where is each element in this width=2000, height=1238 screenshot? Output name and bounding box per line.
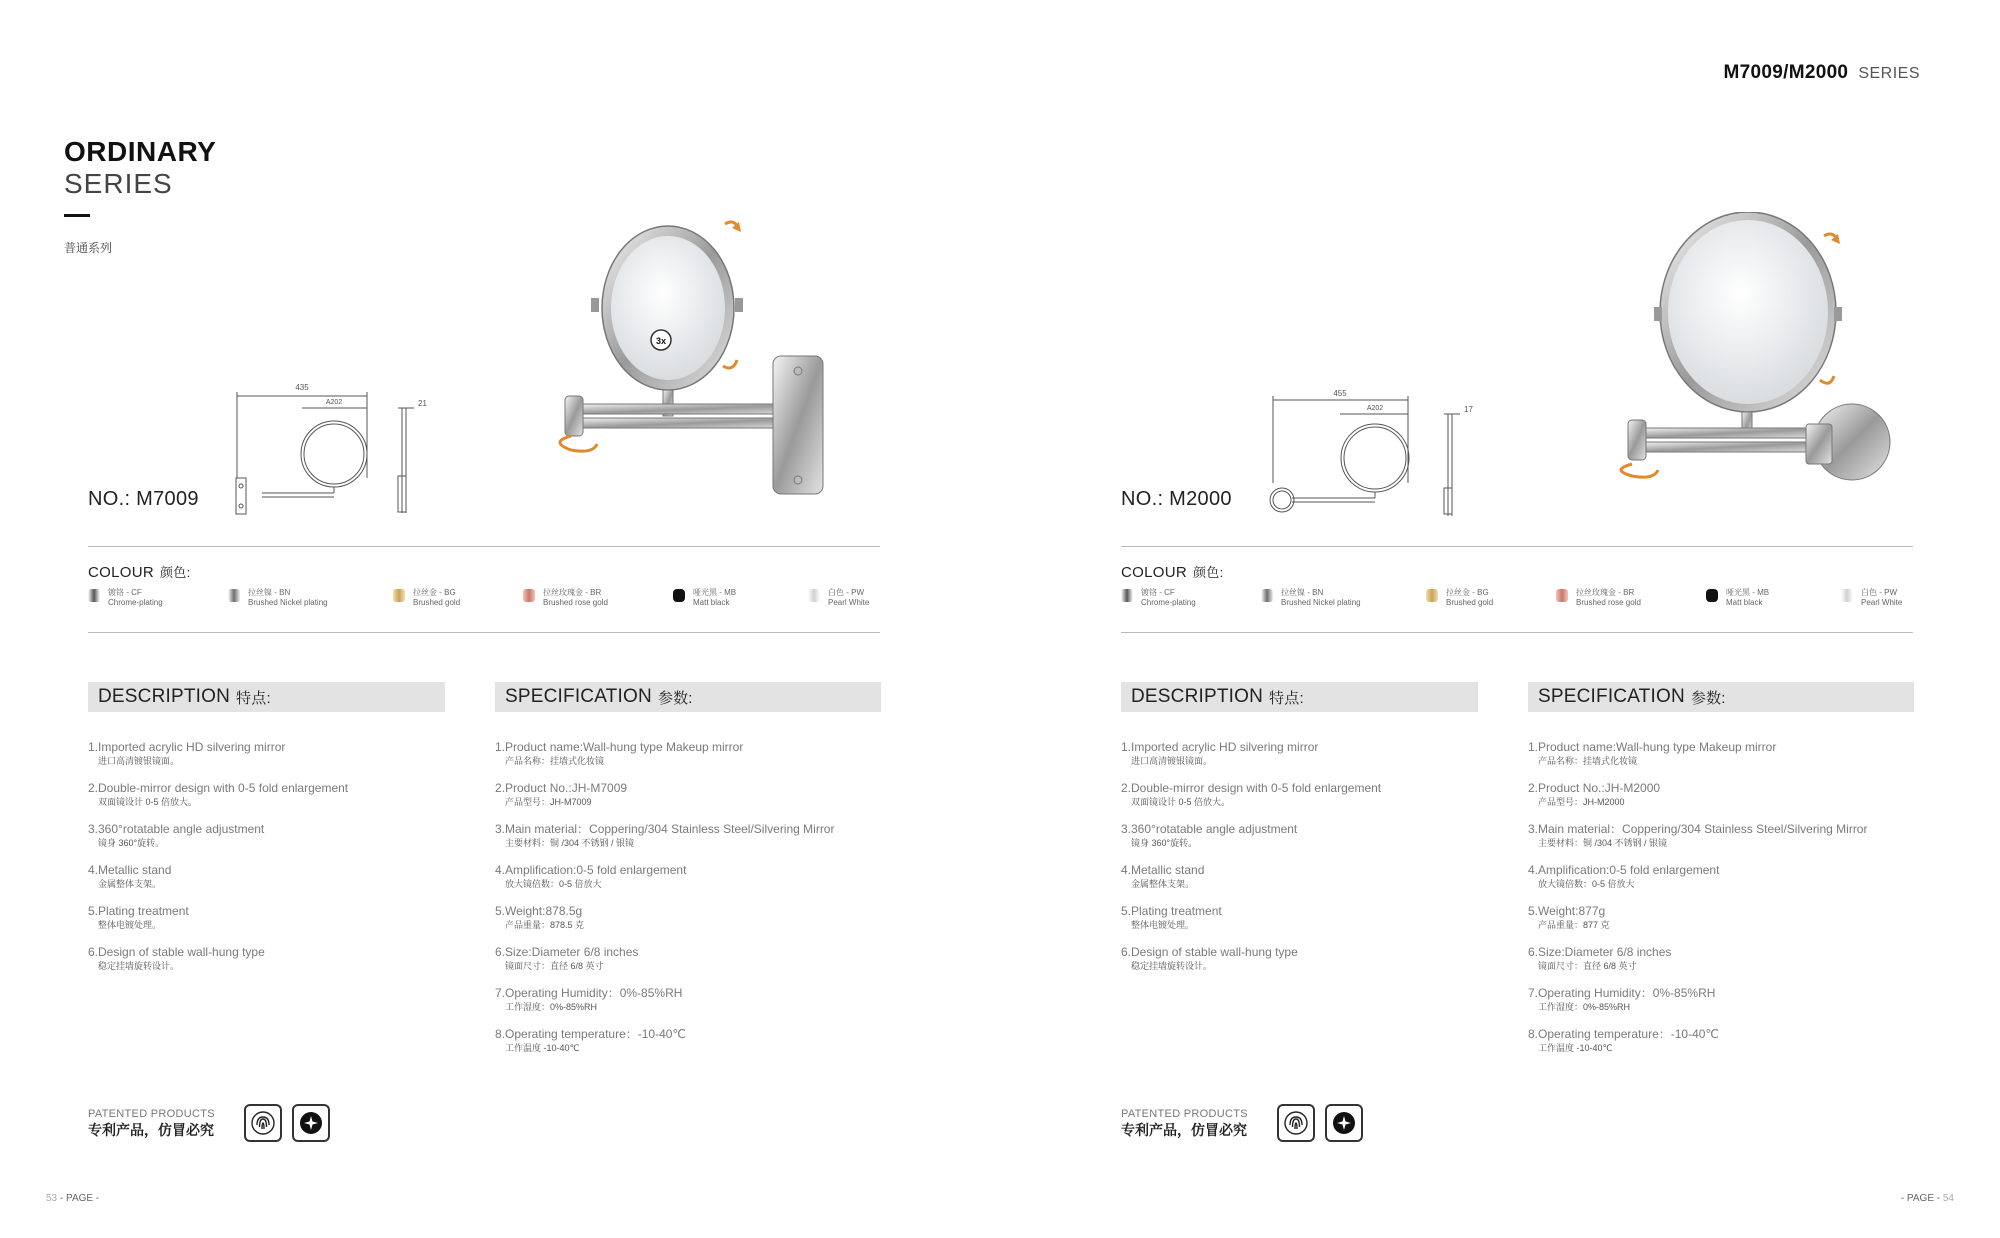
swatch-bn: 拉丝镍 - BN Brushed Nickel plating xyxy=(228,588,393,608)
specification-list xyxy=(495,740,834,1068)
swatch-dot xyxy=(393,589,405,602)
swatch-bn: 拉丝镍 - BN Brushed Nickel plating xyxy=(1261,588,1426,608)
list-item: 2.Product No.:JH-M2000 产品型号：JH-M2000 xyxy=(1528,781,1661,807)
swatch-bg: 拉丝金 - BG Brushed gold xyxy=(1426,588,1556,608)
description-list xyxy=(1121,740,1381,986)
swatch-dot xyxy=(88,589,100,602)
swatch-dot xyxy=(1426,589,1438,602)
list-item: 4.Amplification:0-5 fold enlargement 放大镜倍数：0-5 倍放大 xyxy=(1528,863,1720,889)
colour-swatches xyxy=(1121,588,1902,608)
swatch-dot xyxy=(228,589,240,602)
dimension-drawing xyxy=(232,378,442,518)
swatch-cf: 镀铬 - CF Chrome-plating xyxy=(88,588,228,608)
sparkle-badge-icon xyxy=(292,1104,330,1142)
divider-top xyxy=(1121,546,1913,547)
list-item: 7.Operating Humidity：0%-85%RH 工作湿度：0%-85%RH xyxy=(1528,986,1716,1012)
dim-mirror: A202 xyxy=(1366,405,1384,412)
product-photo xyxy=(545,208,845,498)
dim-depth: 17 xyxy=(1464,405,1473,414)
list-item: 2.Double-mirror design with 0-5 fold enlargement 双面镜设计 0-5 倍放大。 xyxy=(1121,781,1382,807)
intro-subtitle: SERIES xyxy=(64,168,173,199)
list-item: 8.Operating temperature：-10-40℃ 工作温度 -10-40℃ xyxy=(495,1027,686,1053)
sparkle-badge-icon xyxy=(1325,1104,1363,1142)
list-item: 4.Amplification:0-5 fold enlargement 放大镜倍数：0-5 倍放大 xyxy=(495,863,687,889)
list-item: 1.Imported acrylic HD silvering mirror 进口高清镀银镜面。 xyxy=(88,740,286,766)
divider-top xyxy=(88,546,880,547)
series-word: SERIES xyxy=(1858,65,1920,82)
list-item: 3.360°rotatable angle adjustment 镜身 360°旋转。 xyxy=(88,822,265,848)
list-item: 3.Main material：Coppering/304 Stainless Steel/Silvering Mirror 主要材料：铜 /304 不锈钢 / 银镜 xyxy=(1528,822,1868,848)
list-item: 5.Plating treatment 整体电镀处理。 xyxy=(1121,904,1222,930)
patent-block xyxy=(1121,1108,1248,1140)
dim-depth: 21 xyxy=(418,399,427,408)
dim-mirror: A202 xyxy=(325,399,343,406)
swatch-mb: 哑光黑 - MB Matt black xyxy=(673,588,808,608)
list-item: 4.Metallic stand 金属整体支架。 xyxy=(88,863,172,889)
divider-bottom xyxy=(88,632,880,633)
list-item: 1.Product name:Wall-hung type Makeup mirror 产品名称：挂墙式化妆镜 xyxy=(1528,740,1777,766)
intro-cn: 普通系列 xyxy=(64,241,113,255)
product-panel-m2000 xyxy=(1032,0,2000,1238)
list-item: 5.Weight:877g 产品重量：877 克 xyxy=(1528,904,1610,930)
description-heading: DESCRIPTION 特点: xyxy=(88,682,445,712)
model-number: NO.: M2000 xyxy=(1121,488,1232,510)
intro-title: ORDINARY xyxy=(64,136,217,167)
divider-bottom xyxy=(1121,632,1913,633)
fingerprint-icon xyxy=(1277,1104,1315,1142)
dimension-drawing xyxy=(1268,388,1488,518)
list-item: 6.Design of stable wall-hung type 稳定挂墙旋转设计。 xyxy=(1121,945,1298,971)
swatch-cf: 镀铬 - CF Chrome-plating xyxy=(1121,588,1261,608)
list-item: 4.Metallic stand 金属整体支架。 xyxy=(1121,863,1205,889)
swatch-dot xyxy=(673,589,685,602)
swatch-br: 拉丝玫瑰金 - BR Brushed rose gold xyxy=(1556,588,1706,608)
list-item: 3.Main material：Coppering/304 Stainless Steel/Silvering Mirror 主要材料：铜 /304 不锈钢 / 银镜 xyxy=(495,822,835,848)
list-item: 5.Plating treatment 整体电镀处理。 xyxy=(88,904,189,930)
colour-heading: COLOUR 颜色: xyxy=(1121,564,1224,581)
page-footer-right: - PAGE - 54 xyxy=(1900,1193,1954,1204)
swatch-dot xyxy=(1706,589,1718,602)
patent-cn: 专利产品，仿冒必究 xyxy=(1121,1122,1247,1138)
series-title: M7009/M2000 xyxy=(1723,62,1849,83)
swatch-dot xyxy=(1121,589,1133,602)
patent-en: PATENTED PRODUCTS xyxy=(1121,1108,1248,1120)
dim-width: 435 xyxy=(295,383,309,392)
page-footer-left: 53 - PAGE - xyxy=(46,1193,100,1204)
swatch-mb: 哑光黑 - MB Matt black xyxy=(1706,588,1841,608)
list-item: 1.Imported acrylic HD silvering mirror 进口高清镀银镜面。 xyxy=(1121,740,1319,766)
list-item: 7.Operating Humidity：0%-85%RH 工作湿度：0%-85%RH xyxy=(495,986,683,1012)
swatch-dot xyxy=(808,589,820,602)
description-list xyxy=(88,740,348,986)
magnification-label: 3x xyxy=(655,336,667,346)
list-item: 5.Weight:878.5g 产品重量：878.5 克 xyxy=(495,904,585,930)
patent-block xyxy=(88,1108,215,1140)
colour-heading: COLOUR 颜色: xyxy=(88,564,191,581)
dim-width: 455 xyxy=(1333,389,1347,398)
swatch-pw: 白色 - PW Pearl White xyxy=(808,588,869,608)
list-item: 8.Operating temperature：-10-40℃ 工作温度 -10-40℃ xyxy=(1528,1027,1719,1053)
list-item: 3.360°rotatable angle adjustment 镜身 360°旋转。 xyxy=(1121,822,1298,848)
swatch-br: 拉丝玫瑰金 - BR Brushed rose gold xyxy=(523,588,673,608)
list-item: 1.Product name:Wall-hung type Makeup mirror 产品名称：挂墙式化妆镜 xyxy=(495,740,744,766)
swatch-pw: 白色 - PW Pearl White xyxy=(1841,588,1902,608)
model-number: NO.: M7009 xyxy=(88,488,199,510)
list-item: 2.Double-mirror design with 0-5 fold enlargement 双面镜设计 0-5 倍放大。 xyxy=(88,781,349,807)
patent-en: PATENTED PRODUCTS xyxy=(88,1108,215,1120)
swatch-dot xyxy=(523,589,535,602)
list-item: 6.Size:Diameter 6/8 inches 镜面尺寸：直径 6/8 英寸 xyxy=(495,945,639,971)
list-item: 6.Design of stable wall-hung type 稳定挂墙旋转设计。 xyxy=(88,945,265,971)
specification-list xyxy=(1528,740,1867,1068)
list-item: 6.Size:Diameter 6/8 inches 镜面尺寸：直径 6/8 英寸 xyxy=(1528,945,1672,971)
description-heading: DESCRIPTION 特点: xyxy=(1121,682,1478,712)
swatch-dot xyxy=(1556,589,1568,602)
swatch-dot xyxy=(1841,589,1853,602)
swatch-dot xyxy=(1261,589,1273,602)
patent-cn: 专利产品，仿冒必究 xyxy=(88,1122,214,1138)
specification-heading: SPECIFICATION 参数: xyxy=(495,682,881,712)
list-item: 2.Product No.:JH-M7009 产品型号：JH-M7009 xyxy=(495,781,628,807)
specification-heading: SPECIFICATION 参数: xyxy=(1528,682,1914,712)
product-photo xyxy=(1602,212,1902,482)
colour-swatches xyxy=(88,588,869,608)
fingerprint-icon xyxy=(244,1104,282,1142)
swatch-bg: 拉丝金 - BG Brushed gold xyxy=(393,588,523,608)
